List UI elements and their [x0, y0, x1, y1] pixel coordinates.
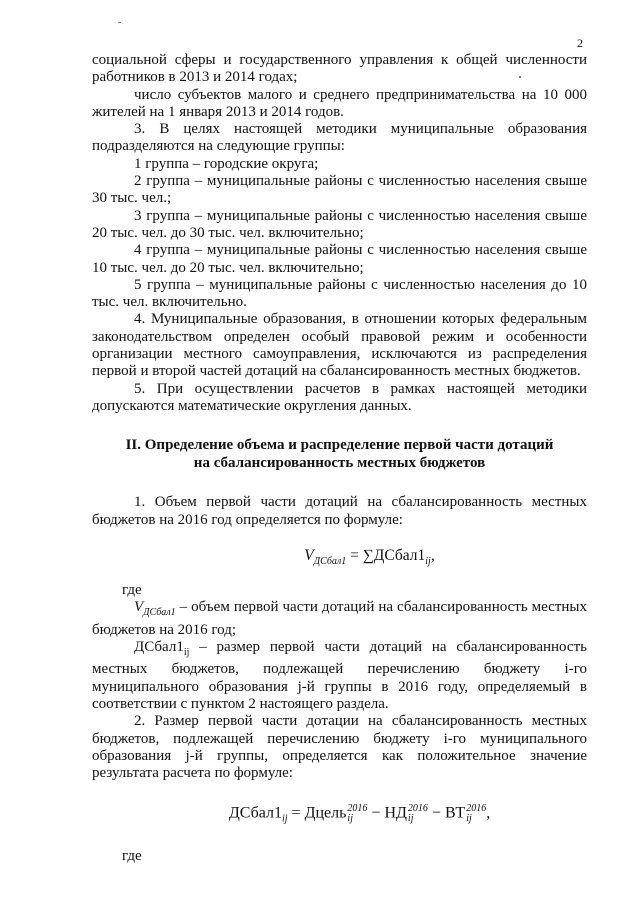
- group-item-1: 1 группа – городские округа;: [134, 155, 319, 172]
- f2-b-sub: ij: [347, 813, 353, 825]
- f2-c-sup: 2016: [407, 803, 428, 815]
- f2-minus-2: −: [427, 805, 445, 823]
- formula-lhs-sub: ДСбал1: [313, 555, 347, 567]
- where-label-2: где: [122, 848, 142, 865]
- f2-tail: ,: [486, 805, 491, 823]
- f2-d-sup: 2016: [466, 803, 487, 815]
- paragraph-section2-item-1: 1. Объем первой части дотаций на сбалансированность местных бюджетов на 2016 год определяется по формуле:: [92, 494, 587, 528]
- group-item-2: 2 группа – муниципальные районы с численностью населения свыше 30 тыс. чел.;: [92, 173, 587, 207]
- page-number: 2: [577, 36, 583, 50]
- def-symbol: V: [134, 599, 144, 616]
- definition-volume: [92, 599, 587, 639]
- paragraph-continuation: социальной сферы и государственного управления к общей численности работников в 2013 и 2014 годах;: [92, 52, 587, 86]
- section-heading: [92, 437, 587, 472]
- group-item-4: 4 группа – муниципальные районы с численностью населения свыше 10 тыс. чел. до 20 тыс. чел. включительно;: [92, 242, 587, 276]
- paragraph-section2-item-2: 2. Размер первой части дотации на сбалансированность местных бюджетов, подлежащей перечислению бюджету i-го муниципального образования j-й группы, определяется как положительное значение результата расчета по формуле:: [92, 713, 587, 782]
- f2-c: НД: [384, 805, 407, 823]
- def-symbol-sub: ij: [183, 647, 190, 659]
- scan-mark: [118, 22, 121, 23]
- f2-b-index: [347, 804, 367, 824]
- formula-part-size: [92, 804, 587, 828]
- f2-d-sub: ij: [466, 813, 472, 825]
- f2-d-index: [466, 804, 486, 824]
- f2-a-sub: ij: [281, 814, 288, 826]
- f2-eq: =: [287, 805, 305, 823]
- paragraph-smb-count: число субъектов малого и среднего предпринимательства на 10 000 жителей на 1 января 2013 и 2014 годов.: [92, 86, 587, 120]
- group-item-3: 3 группа – муниципальные районы с численностью населения свыше 20 тыс. чел. до 30 тыс. чел. включительно;: [92, 207, 587, 241]
- formula-tail: ,: [430, 546, 435, 564]
- definition-size: [92, 639, 587, 713]
- f2-a: ДСбал1: [228, 805, 282, 823]
- f2-c-index: [408, 804, 428, 824]
- f2-b-sup: 2016: [347, 803, 368, 815]
- section-heading-line-1: II. Определение объема и распределение первой части дотаций: [125, 437, 554, 454]
- paragraph-item-5: 5. При осуществлении расчетов в рамках настоящей методики допускаются математические округления данных.: [92, 380, 587, 414]
- f2-minus-1: −: [367, 805, 385, 823]
- formula-rhs: = ∑ДСбал1: [346, 546, 426, 564]
- section-heading-line-2: на сбалансированность местных бюджетов: [193, 454, 486, 471]
- paragraph-item-4: 4. Муниципальные образования, в отношении которых федеральным законодательством определен особый правовой режим и особенности организации местного самоуправления, исключаются из распределения первой и второй частей дотаций на сбалансированность местных бюджетов.: [92, 311, 587, 380]
- where-label-1: где: [122, 582, 142, 599]
- formula-total-volume: [92, 547, 587, 570]
- formula-lhs: V: [304, 546, 314, 564]
- document-body: [92, 52, 587, 866]
- formula-rhs-sub: ij: [425, 555, 431, 567]
- def-symbol-sub: ДСбал1: [143, 607, 176, 619]
- def-text: – размер первой части дотаций на сбалансированность местных бюджетов, подлежащей перечислению бюджету i-го муниципального образования j-й группы в 2016 году, определяемый в соответствии с пунктом 2 настоящего раздела.: [92, 639, 587, 712]
- f2-d: ВТ: [444, 805, 466, 823]
- f2-c-sub: ij: [407, 813, 414, 825]
- def-text: – объем первой части дотаций на сбалансированность местных бюджетов на 2016 год;: [92, 599, 587, 638]
- paragraph-item-3: 3. В целях настоящей методики муниципальные образования подразделяются на следующие группы:: [92, 121, 587, 155]
- group-item-5: 5 группа – муниципальные районы с численностью населения до 10 тыс. чел. включительно.: [92, 276, 587, 311]
- def-symbol: ДСбал1: [134, 639, 184, 656]
- f2-b: Дцель: [304, 805, 347, 823]
